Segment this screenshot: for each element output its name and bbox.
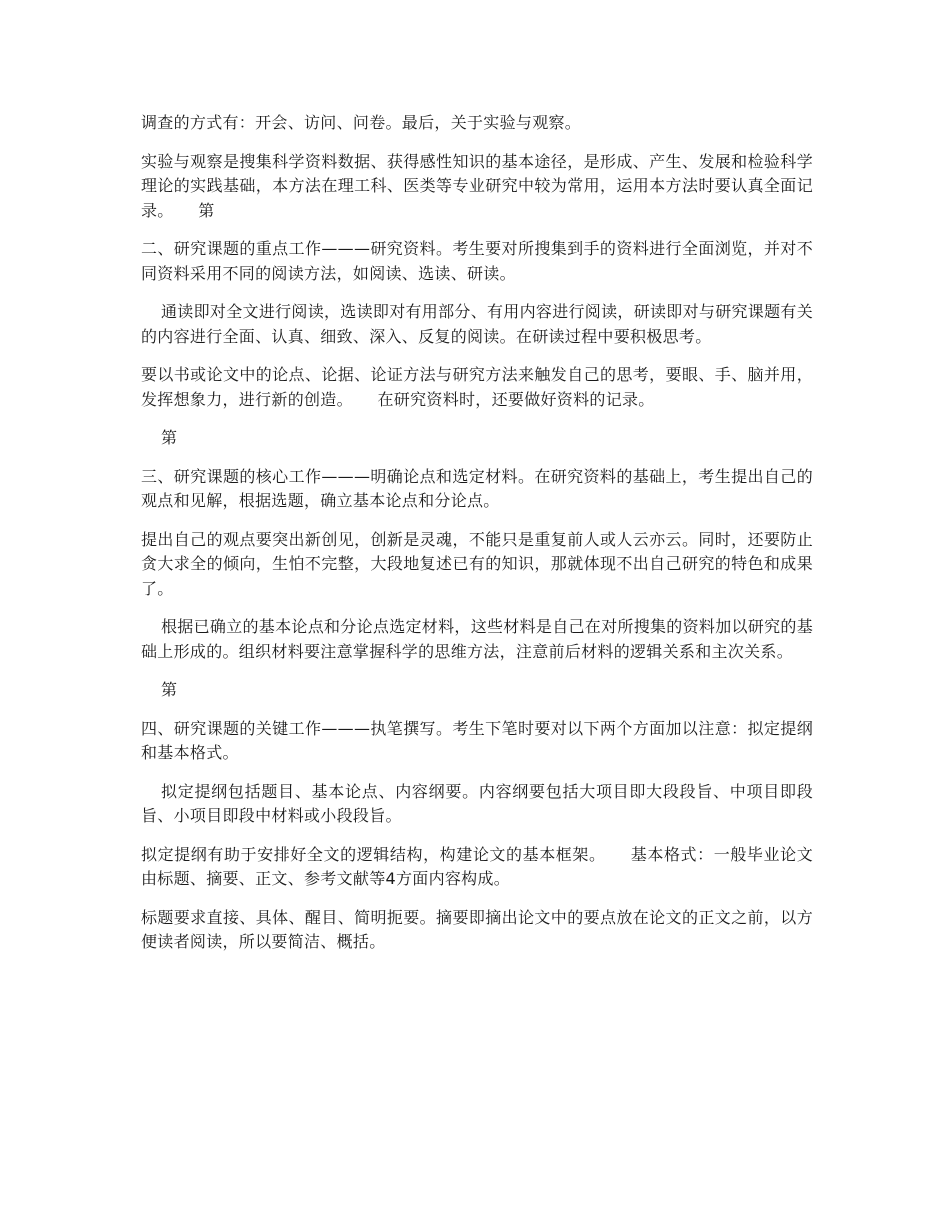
paragraph-14: 标题要求直接、具体、醒目、简明扼要。摘要即摘出论文中的要点放在论文的正文之前，以方便读者阅读，所以要简洁、概括。 bbox=[141, 907, 813, 951]
paragraph-9: 根据已确立的基本论点和分论点选定材料，这些材料是自己在对所搜集的资料加以研究的基础上形成的。组织材料要注意掌握科学的思维方法，注意前后材料的逻辑关系和主次关系。 bbox=[141, 617, 814, 661]
paragraph-1: 调查的方式有：开会、访问、问卷。最后，关于实验与观察。 bbox=[141, 113, 582, 132]
paragraph-13: 拟定提纲有助于安排好全文的逻辑结构，构建论文的基本框架。 基本格式：一般毕业论文由标题、摘要、正文、参考文献等4方面内容构成。 bbox=[141, 844, 813, 888]
paragraph-4: 通读即对全文进行阅读，选读即对有用部分、有用内容进行阅读，研读即对与研究课题有关的内容进行全面、认真、细致、深入、反复的阅读。在研读过程中要积极思考。 bbox=[141, 302, 814, 346]
paragraph-10: 第 bbox=[161, 680, 178, 699]
paragraph-6: 第 bbox=[161, 428, 178, 447]
paragraph-2: 实验与观察是搜集科学资料数据、获得感性知识的基本途径，是形成、产生、发展和检验科学理论的实践基础，本方法在理工科、医类等专业研究中较为常用，运用本方法时要认真全面记录。 第 bbox=[141, 151, 813, 220]
paragraph-3: 二、研究课题的重点工作———研究资料。考生要对所搜集到手的资料进行全面浏览，并对不同资料采用不同的阅读方法，如阅读、选读、研读。 bbox=[141, 239, 813, 283]
paragraph-12: 拟定提纲包括题目、基本论点、内容纲要。内容纲要包括大项目即大段段旨、中项目即段旨、小项目即段中材料或小段段旨。 bbox=[141, 781, 813, 825]
paragraph-8: 提出自己的观点要突出新创见，创新是灵魂，不能只是重复前人或人云亦云。同时，还要防止贪大求全的倾向，生怕不完整，大段地复述已有的知识，那就体现不出自己研究的特色和成果了。 bbox=[141, 529, 813, 598]
document-body bbox=[141, 111, 813, 969]
paragraph-7: 三、研究课题的核心工作———明确论点和选定材料。在研究资料的基础上，考生提出自己的观点和见解，根据选题，确立基本论点和分论点。 bbox=[141, 466, 813, 510]
paragraph-11: 四、研究课题的关键工作———执笔撰写。考生下笔时要对以下两个方面加以注意：拟定提纲和基本格式。 bbox=[141, 718, 813, 762]
paragraph-5: 要以书或论文中的论点、论据、论证方法与研究方法来触发自己的思考，要眼、手、脑并用，发挥想象力，进行新的创造。 在研究资料时，还要做好资料的记录。 bbox=[141, 365, 813, 409]
